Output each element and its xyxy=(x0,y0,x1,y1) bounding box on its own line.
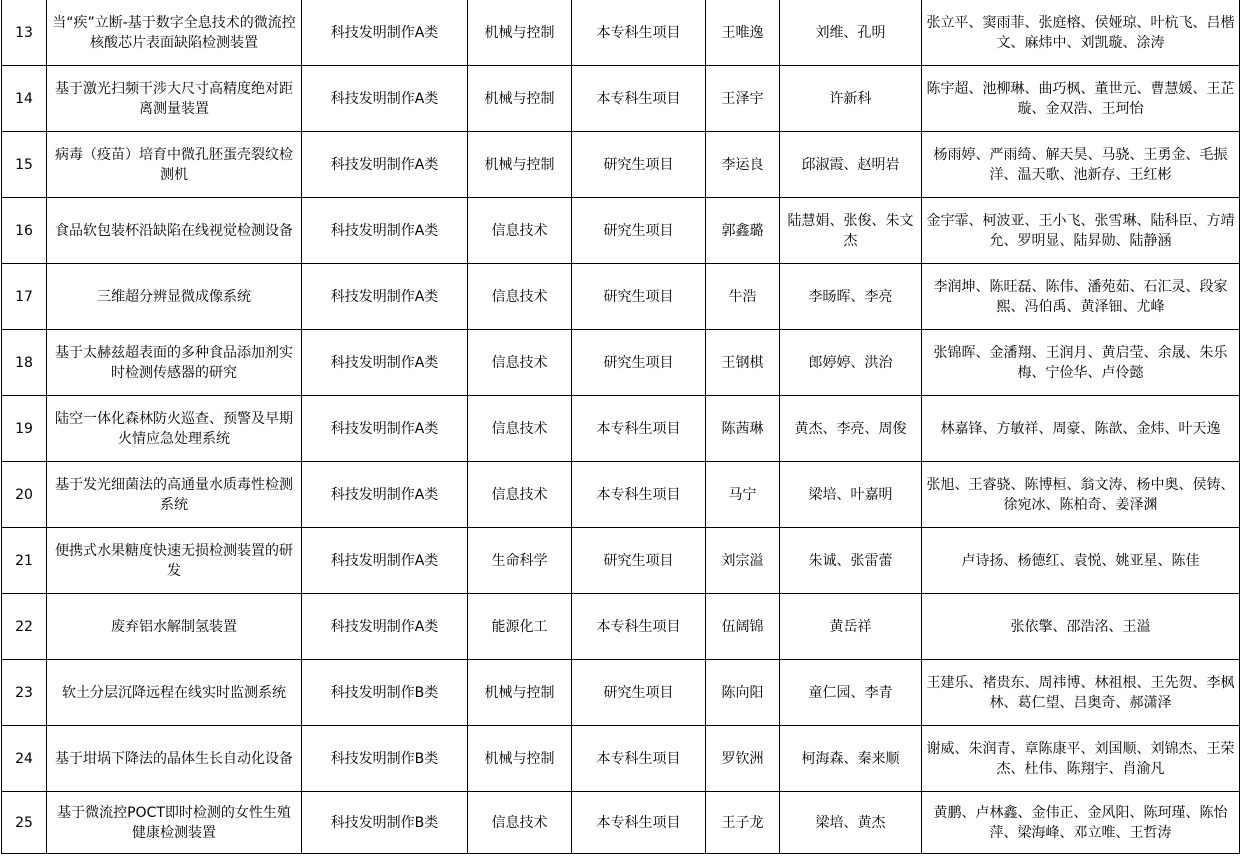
project-advisors: 黄杰、李亮、周俊 xyxy=(780,396,922,462)
project-level: 本专科生项目 xyxy=(572,792,706,854)
row-number: 23 xyxy=(2,660,47,726)
project-leader: 马宁 xyxy=(706,462,780,528)
project-table xyxy=(1,0,1240,854)
project-members: 张立平、窦雨菲、张庭榕、侯娅琼、叶杭飞、吕楷文、麻炜中、刘凯璇、涂涛 xyxy=(922,0,1240,66)
table-row xyxy=(2,726,1240,792)
project-field: 能源化工 xyxy=(468,594,572,660)
project-category: 科技发明制作B类 xyxy=(302,660,468,726)
table-row xyxy=(2,132,1240,198)
project-leader: 王子龙 xyxy=(706,792,780,854)
project-title: 基于坩埚下降法的晶体生长自动化设备 xyxy=(47,726,302,792)
project-level: 本专科生项目 xyxy=(572,594,706,660)
row-number: 14 xyxy=(2,66,47,132)
row-number: 20 xyxy=(2,462,47,528)
table-row xyxy=(2,594,1240,660)
table-row xyxy=(2,264,1240,330)
project-field: 生命科学 xyxy=(468,528,572,594)
row-number: 22 xyxy=(2,594,47,660)
project-advisors: 朱诚、张雷蕾 xyxy=(780,528,922,594)
project-members: 金宇霏、柯波亚、王小飞、张雪琳、陆科臣、方靖允、罗明显、陆昇勋、陆静涵 xyxy=(922,198,1240,264)
project-category: 科技发明制作A类 xyxy=(302,528,468,594)
project-leader: 陈茜琳 xyxy=(706,396,780,462)
project-category: 科技发明制作B类 xyxy=(302,792,468,854)
project-advisors: 梁培、叶嘉明 xyxy=(780,462,922,528)
project-category: 科技发明制作A类 xyxy=(302,132,468,198)
project-title: 三维超分辨显微成像系统 xyxy=(47,264,302,330)
project-leader: 伍阔锦 xyxy=(706,594,780,660)
project-field: 信息技术 xyxy=(468,396,572,462)
project-level: 本专科生项目 xyxy=(572,66,706,132)
project-members: 李润坤、陈旺磊、陈伟、潘苑茹、石汇灵、段家熙、冯伯禹、黄泽钿、尤峰 xyxy=(922,264,1240,330)
project-advisors: 黄岳祥 xyxy=(780,594,922,660)
table-row xyxy=(2,66,1240,132)
project-title: 当“疾”立断-基于数字全息技术的微流控核酸芯片表面缺陷检测装置 xyxy=(47,0,302,66)
project-title: 废弃铝水解制氢装置 xyxy=(47,594,302,660)
table-row xyxy=(2,660,1240,726)
project-category: 科技发明制作A类 xyxy=(302,330,468,396)
project-category: 科技发明制作A类 xyxy=(302,198,468,264)
project-leader: 王泽宇 xyxy=(706,66,780,132)
row-number: 25 xyxy=(2,792,47,854)
project-leader: 罗钦洲 xyxy=(706,726,780,792)
table-row xyxy=(2,198,1240,264)
table-row xyxy=(2,528,1240,594)
project-advisors: 李旸晖、李亮 xyxy=(780,264,922,330)
project-category: 科技发明制作B类 xyxy=(302,726,468,792)
project-advisors: 柯海森、秦来顺 xyxy=(780,726,922,792)
project-level: 本专科生项目 xyxy=(572,396,706,462)
row-number: 18 xyxy=(2,330,47,396)
row-number: 13 xyxy=(2,0,47,66)
project-title: 陆空一体化森林防火巡查、预警及早期火情应急处理系统 xyxy=(47,396,302,462)
row-number: 21 xyxy=(2,528,47,594)
project-level: 研究生项目 xyxy=(572,528,706,594)
project-leader: 郭鑫璐 xyxy=(706,198,780,264)
project-members: 陈宇超、池柳琳、曲巧枫、董世元、曹慧媛、王芷璇、金双浩、王珂怡 xyxy=(922,66,1240,132)
project-field: 机械与控制 xyxy=(468,726,572,792)
project-category: 科技发明制作A类 xyxy=(302,66,468,132)
project-level: 本专科生项目 xyxy=(572,462,706,528)
project-leader: 陈向阳 xyxy=(706,660,780,726)
project-level: 研究生项目 xyxy=(572,132,706,198)
project-category: 科技发明制作A类 xyxy=(302,462,468,528)
project-field: 机械与控制 xyxy=(468,0,572,66)
table-row xyxy=(2,396,1240,462)
project-leader: 刘宗溢 xyxy=(706,528,780,594)
project-level: 研究生项目 xyxy=(572,330,706,396)
row-number: 19 xyxy=(2,396,47,462)
project-members: 卢诗扬、杨德红、袁悦、姚亚星、陈佳 xyxy=(922,528,1240,594)
project-field: 信息技术 xyxy=(468,330,572,396)
project-field: 机械与控制 xyxy=(468,66,572,132)
project-level: 研究生项目 xyxy=(572,264,706,330)
project-advisors: 梁培、黄杰 xyxy=(780,792,922,854)
table-row xyxy=(2,462,1240,528)
project-leader: 王钢棋 xyxy=(706,330,780,396)
project-leader: 李运良 xyxy=(706,132,780,198)
project-leader: 王唯逸 xyxy=(706,0,780,66)
project-category: 科技发明制作A类 xyxy=(302,396,468,462)
project-members: 谢威、朱润青、章陈康平、刘国顺、刘锦杰、王荣杰、杜伟、陈翔宇、肖渝凡 xyxy=(922,726,1240,792)
table-row xyxy=(2,0,1240,66)
project-members: 张依擎、邵浩洺、王溢 xyxy=(922,594,1240,660)
project-title: 食品软包装杯沿缺陷在线视觉检测设备 xyxy=(47,198,302,264)
project-category: 科技发明制作A类 xyxy=(302,594,468,660)
project-title: 基于太赫兹超表面的多种食品添加剂实时检测传感器的研究 xyxy=(47,330,302,396)
row-number: 15 xyxy=(2,132,47,198)
project-field: 机械与控制 xyxy=(468,132,572,198)
project-advisors: 郎婷婷、洪治 xyxy=(780,330,922,396)
project-level: 研究生项目 xyxy=(572,660,706,726)
row-number: 24 xyxy=(2,726,47,792)
project-category: 科技发明制作A类 xyxy=(302,264,468,330)
project-field: 信息技术 xyxy=(468,792,572,854)
project-advisors: 许新科 xyxy=(780,66,922,132)
project-title: 病毒（疫苗）培育中微孔胚蛋壳裂纹检测机 xyxy=(47,132,302,198)
project-field: 信息技术 xyxy=(468,198,572,264)
project-members: 杨雨婷、严雨绮、解天昊、马骁、王勇金、毛振洋、温天歌、池新存、王红彬 xyxy=(922,132,1240,198)
row-number: 17 xyxy=(2,264,47,330)
project-members: 王建乐、褚贵东、周祎博、林祖根、王先贺、李枫林、葛仁望、吕奥奇、郝潇泽 xyxy=(922,660,1240,726)
project-title: 便携式水果糖度快速无损检测装置的研发 xyxy=(47,528,302,594)
table-row xyxy=(2,792,1240,854)
project-title: 软土分层沉降远程在线实时监测系统 xyxy=(47,660,302,726)
project-field: 机械与控制 xyxy=(468,660,572,726)
project-title: 基于微流控POCT即时检测的女性生殖健康检测装置 xyxy=(47,792,302,854)
table-row xyxy=(2,330,1240,396)
project-field: 信息技术 xyxy=(468,264,572,330)
project-advisors: 童仁园、李青 xyxy=(780,660,922,726)
project-level: 研究生项目 xyxy=(572,198,706,264)
project-category: 科技发明制作A类 xyxy=(302,0,468,66)
project-level: 本专科生项目 xyxy=(572,726,706,792)
project-advisors: 陆慧娟、张俊、朱文杰 xyxy=(780,198,922,264)
project-members: 张锦晖、金潘翔、王润月、黄启莹、余晟、朱乐梅、宁俭华、卢伶懿 xyxy=(922,330,1240,396)
project-advisors: 邱淑霞、赵明岩 xyxy=(780,132,922,198)
project-level: 本专科生项目 xyxy=(572,0,706,66)
project-field: 信息技术 xyxy=(468,462,572,528)
project-title: 基于激光扫频干涉大尺寸高精度绝对距离测量装置 xyxy=(47,66,302,132)
project-members: 林嘉锋、方敏祥、周豪、陈歆、金炜、叶天逸 xyxy=(922,396,1240,462)
row-number: 16 xyxy=(2,198,47,264)
project-title: 基于发光细菌法的高通量水质毒性检测系统 xyxy=(47,462,302,528)
project-members: 黄鹏、卢林鑫、金伟正、金风阳、陈珂瑾、陈怡萍、梁海峰、邓立唯、王哲涛 xyxy=(922,792,1240,854)
project-advisors: 刘维、孔明 xyxy=(780,0,922,66)
project-members: 张旭、王睿骁、陈博桓、翁文涛、杨中奥、侯铸、徐宛冰、陈柏奇、姜泽渊 xyxy=(922,462,1240,528)
project-leader: 牛浩 xyxy=(706,264,780,330)
